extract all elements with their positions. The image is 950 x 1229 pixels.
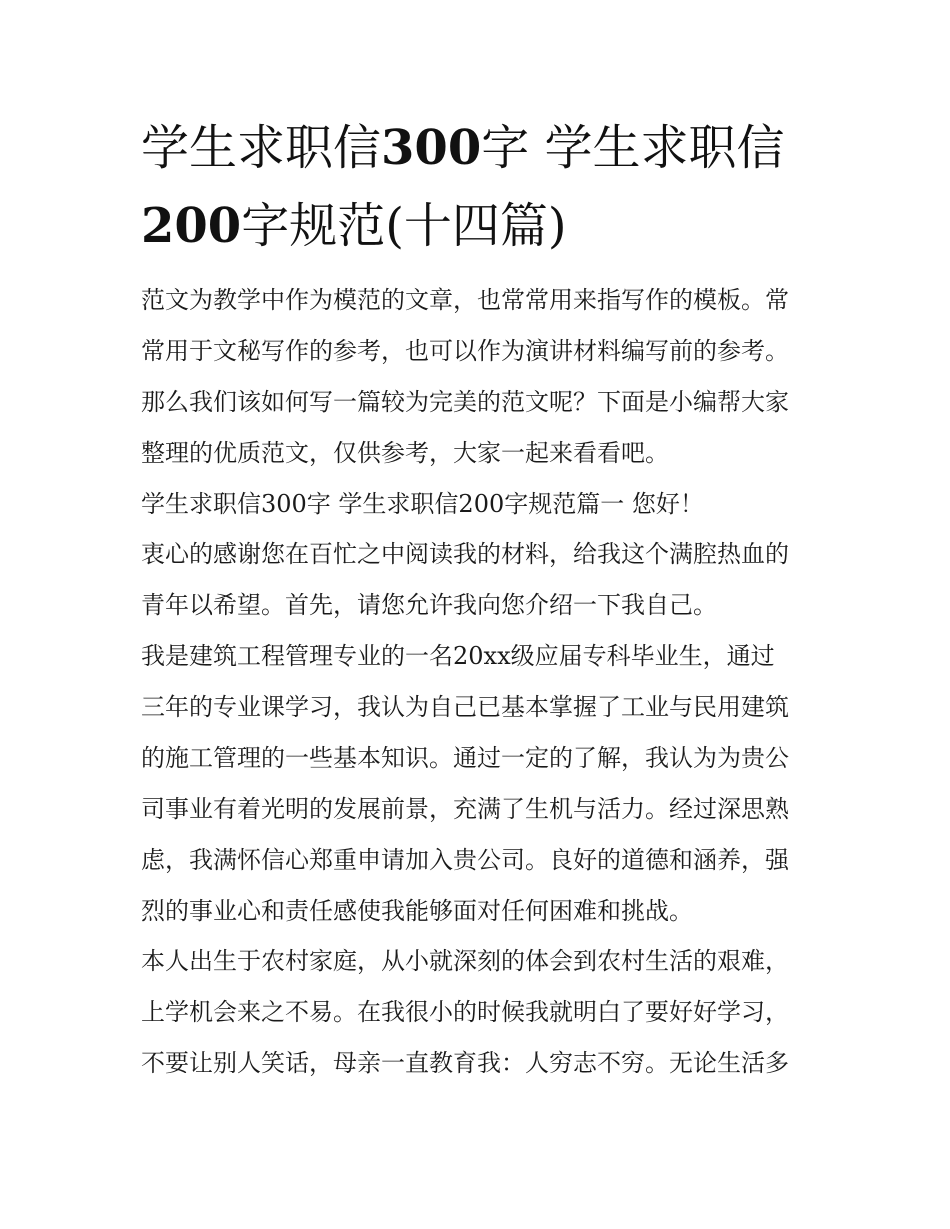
paragraph-line: 三年的专业课学习，我认为自己已基本掌握了工业与民用建筑 (141, 693, 789, 721)
paragraph-line: 上学机会来之不易。在我很小的时候我就明白了要好好学习， (141, 998, 789, 1026)
paragraph-line: 整理的优质范文，仅供参考，大家一起来看看吧。 (141, 439, 669, 467)
paragraph-line: 本人出生于农村家庭，从小就深刻的体会到农村生活的艰难， (141, 947, 789, 975)
paragraph-line: 不要让别人笑话，母亲一直教育我：人穷志不穷。无论生活多 (141, 1049, 789, 1077)
paragraph-line: 那么我们该如何写一篇较为完美的范文呢？下面是小编帮大家 (141, 388, 789, 416)
document-title-line-1: 学生求职信300字 学生求职信 (141, 120, 785, 176)
paragraph-line: 青年以希望。首先，请您允许我向您介绍一下我自己。 (141, 591, 717, 619)
document-title-line-2: 200字规范(十四篇) (141, 198, 567, 254)
paragraph-line: 烈的事业心和责任感使我能够面对任何困难和挑战。 (141, 897, 693, 925)
paragraph-line: 司事业有着光明的发展前景，充满了生机与活力。经过深思熟 (141, 795, 789, 823)
paragraph-line: 虑，我满怀信心郑重申请加入贵公司。良好的道德和涵养，强 (141, 846, 789, 874)
paragraph-line: 的施工管理的一些基本知识。通过一定的了解，我认为为贵公 (141, 744, 789, 772)
paragraph-line: 衷心的感谢您在百忙之中阅读我的材料，给我这个满腔热血的 (141, 540, 789, 568)
paragraph-line: 常用于文秘写作的参考，也可以作为演讲材料编写前的参考。 (141, 337, 789, 365)
section-heading-line: 学生求职信300字 学生求职信200字规范篇一 您好！ (141, 490, 704, 518)
paragraph-line: 范文为教学中作为模范的文章，也常常用来指写作的模板。常 (141, 286, 789, 314)
paragraph-line: 我是建筑工程管理专业的一名20xx级应届专科毕业生，通过 (141, 642, 775, 670)
